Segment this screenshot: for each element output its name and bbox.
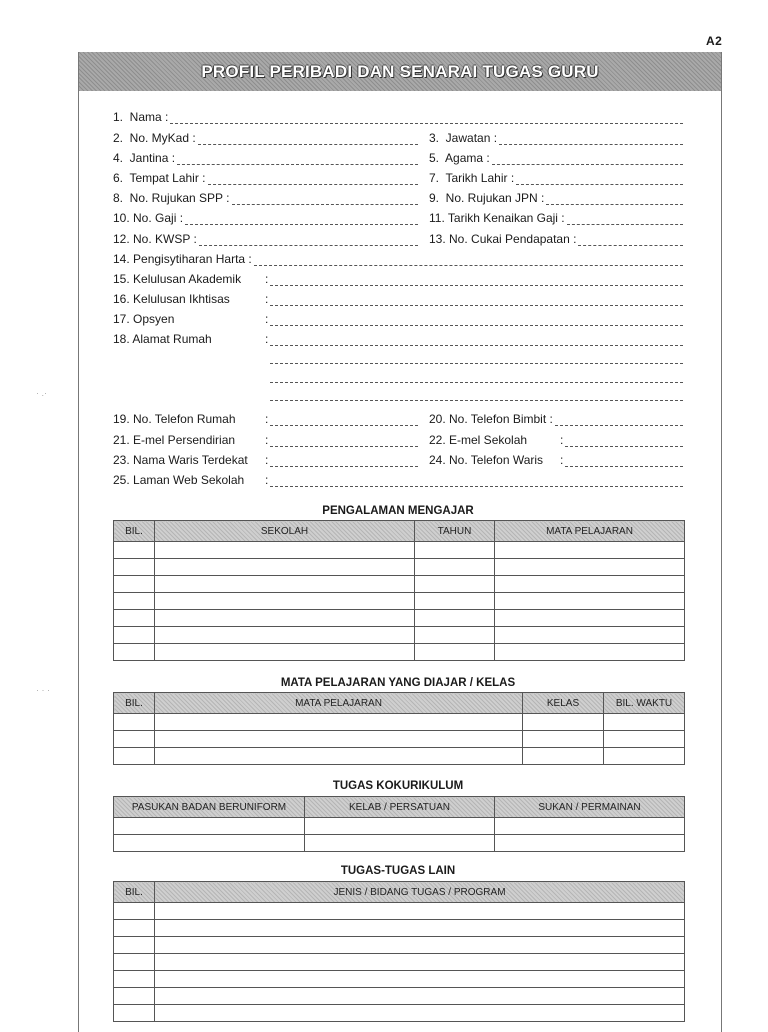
field-telefon-waris[interactable] xyxy=(429,451,683,467)
field-kelulusan-akademik[interactable] xyxy=(113,270,683,286)
table-row[interactable] xyxy=(114,903,685,920)
label-mykad: 2. No. MyKad : xyxy=(113,131,196,145)
colon: : xyxy=(265,453,269,467)
form-title: PROFIL PERIBADI DAN SENARAI TUGAS GURU xyxy=(79,52,721,91)
field-telefon-rumah[interactable] xyxy=(113,410,418,426)
colon: : xyxy=(560,433,564,447)
field-agama[interactable] xyxy=(429,149,683,165)
label-pengisytiharan-harta: 14. Pengisytiharan Harta : xyxy=(113,252,252,266)
label-kelulusan-ikhtisas: 16. Kelulusan Ikhtisas xyxy=(113,292,230,306)
label-kwsp: 12. No. KWSP : xyxy=(113,232,197,246)
colon: : xyxy=(265,433,269,447)
label-telefon-waris: 24. No. Telefon Waris xyxy=(429,453,544,467)
alamat-line-4[interactable] xyxy=(270,400,683,401)
field-jantina[interactable] xyxy=(113,149,418,165)
field-tempat-lahir[interactable] xyxy=(113,169,418,185)
header-kelas: KELAS xyxy=(523,693,604,714)
field-laman-web-sekolah[interactable] xyxy=(113,471,683,487)
colon: : xyxy=(265,312,269,326)
table-row[interactable] xyxy=(114,1005,685,1022)
label-laman-web-sekolah: 25. Laman Web Sekolah xyxy=(113,473,245,487)
header-bil-waktu: BIL. WAKTU xyxy=(604,693,685,714)
page-code: A2 xyxy=(706,34,723,48)
label-tarikh-kenaikan-gaji: 11. Tarikh Kenaikan Gaji : xyxy=(429,211,565,225)
colon: : xyxy=(560,453,564,467)
field-cukai-pendapatan[interactable] xyxy=(429,230,683,246)
table-row[interactable] xyxy=(114,920,685,937)
field-tarikh-lahir[interactable] xyxy=(429,169,683,185)
header-bil: BIL. xyxy=(114,521,155,542)
alamat-line-2[interactable] xyxy=(270,363,683,364)
table-row[interactable] xyxy=(114,954,685,971)
scan-artifact: · · · xyxy=(36,685,50,695)
label-jawatan: 3. Jawatan : xyxy=(429,131,498,145)
label-tempat-lahir: 6. Tempat Lahir : xyxy=(113,171,206,185)
label-emel-persendirian: 21. E-mel Persendirian xyxy=(113,433,236,447)
label-jantina: 4. Jantina : xyxy=(113,151,176,165)
header-pasukan-badan-beruniform: PASUKAN BADAN BERUNIFORM xyxy=(114,797,305,818)
scan-artifact: · .· xyxy=(36,388,47,398)
field-tarikh-kenaikan-gaji[interactable] xyxy=(429,209,683,225)
alamat-line-3[interactable] xyxy=(270,382,683,383)
table-row[interactable] xyxy=(114,610,685,627)
field-nama-waris[interactable] xyxy=(113,451,418,467)
label-telefon-bimbit: 20. No. Telefon Bimbit : xyxy=(429,412,553,426)
header-tahun: TAHUN xyxy=(415,521,495,542)
field-rujukan-jpn[interactable] xyxy=(429,189,683,205)
table-row[interactable] xyxy=(114,714,685,731)
label-rujukan-jpn: 9. No. Rujukan JPN : xyxy=(429,191,545,205)
label-opsyen: 17. Opsyen xyxy=(113,312,175,326)
field-mykad[interactable] xyxy=(113,129,418,145)
label-rujukan-spp: 8. No. Rujukan SPP : xyxy=(113,191,230,205)
table-row[interactable] xyxy=(114,542,685,559)
field-emel-sekolah[interactable] xyxy=(429,431,683,447)
label-telefon-rumah: 19. No. Telefon Rumah xyxy=(113,412,236,426)
label-nama-waris: 23. Nama Waris Terdekat xyxy=(113,453,248,467)
header-bil: BIL. xyxy=(114,882,155,903)
section-title-tugas-lain: TUGAS-TUGAS LAIN xyxy=(340,865,456,877)
table-row[interactable] xyxy=(114,644,685,661)
section-title-pengalaman: PENGALAMAN MENGAJAR xyxy=(322,505,474,517)
table-mata-pelajaran xyxy=(113,692,685,765)
label-agama: 5. Agama : xyxy=(429,151,490,165)
field-kelulusan-ikhtisas[interactable] xyxy=(113,290,683,306)
field-rujukan-spp[interactable] xyxy=(113,189,418,205)
header-sukan-permainan: SUKAN / PERMAINAN xyxy=(495,797,685,818)
label-no-gaji: 10. No. Gaji : xyxy=(113,211,184,225)
label-alamat-rumah: 18. Alamat Rumah xyxy=(113,332,212,346)
colon: : xyxy=(265,473,269,487)
field-alamat-rumah[interactable] xyxy=(113,330,683,346)
colon: : xyxy=(265,412,269,426)
table-row[interactable] xyxy=(114,971,685,988)
field-no-gaji[interactable] xyxy=(113,209,418,225)
colon: : xyxy=(265,272,269,286)
header-mata-pelajaran: MATA PELAJARAN xyxy=(155,693,523,714)
colon: : xyxy=(265,332,269,346)
table-row[interactable] xyxy=(114,748,685,765)
section-title-mata-pelajaran: MATA PELAJARAN YANG DIAJAR / KELAS xyxy=(280,677,516,689)
field-jawatan[interactable] xyxy=(429,129,683,145)
label-emel-sekolah: 22. E-mel Sekolah xyxy=(429,433,528,447)
label-nama: 1. Nama : xyxy=(113,110,169,124)
field-kwsp[interactable] xyxy=(113,230,418,246)
label-kelulusan-akademik: 15. Kelulusan Akademik xyxy=(113,272,242,286)
table-row[interactable] xyxy=(114,988,685,1005)
table-pengalaman xyxy=(113,520,685,661)
table-row[interactable] xyxy=(114,731,685,748)
header-bil: BIL. xyxy=(114,693,155,714)
header-jenis-bidang-tugas-program: JENIS / BIDANG TUGAS / PROGRAM xyxy=(155,882,685,903)
field-telefon-bimbit[interactable] xyxy=(429,410,683,426)
colon: : xyxy=(265,292,269,306)
table-row[interactable] xyxy=(114,835,685,852)
field-nama[interactable] xyxy=(113,108,683,124)
table-row[interactable] xyxy=(114,593,685,610)
table-kokurikulum xyxy=(113,796,685,852)
label-tarikh-lahir: 7. Tarikh Lahir : xyxy=(429,171,515,185)
table-row[interactable] xyxy=(114,937,685,954)
table-row[interactable] xyxy=(114,559,685,576)
field-emel-persendirian[interactable] xyxy=(113,431,418,447)
header-sekolah: SEKOLAH xyxy=(155,521,415,542)
table-row[interactable] xyxy=(114,576,685,593)
label-cukai-pendapatan: 13. No. Cukai Pendapatan : xyxy=(429,232,577,246)
table-row[interactable] xyxy=(114,818,685,835)
table-tugas-lain xyxy=(113,881,685,1022)
field-pengisytiharan-harta[interactable] xyxy=(113,250,683,266)
section-title-kokurikulum: TUGAS KOKURIKULUM xyxy=(332,780,464,792)
table-row[interactable] xyxy=(114,627,685,644)
field-opsyen[interactable] xyxy=(113,310,683,326)
header-kelab-persatuan: KELAB / PERSATUAN xyxy=(305,797,495,818)
header-mata-pelajaran: MATA PELAJARAN xyxy=(495,521,685,542)
